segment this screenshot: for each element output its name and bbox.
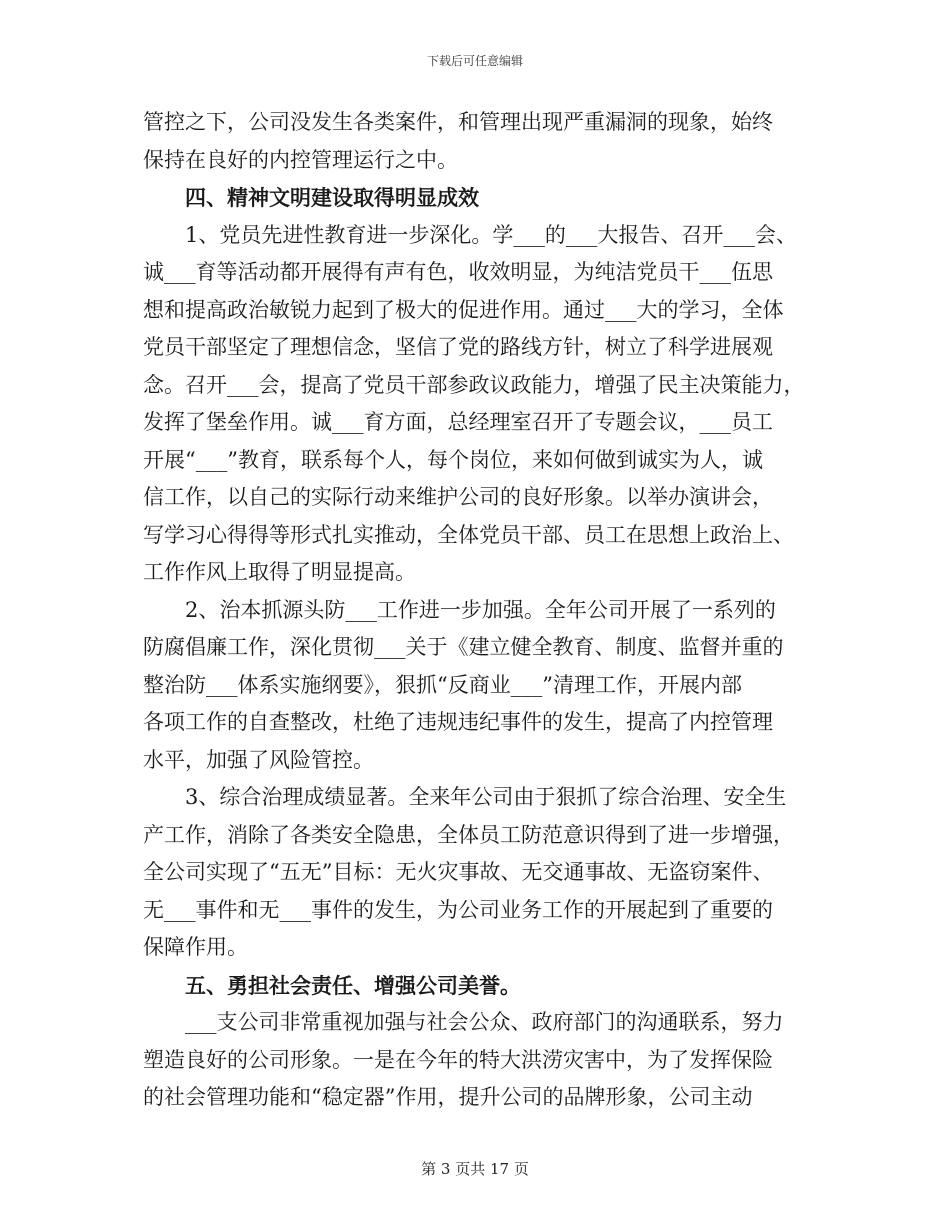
paragraph-start: 1、党员先进性教育进一步深化。学___的___大报告、召开___会、 [185,222,797,247]
body-line: 塑造良好的公司形象。一是在今年的特大洪涝灾害中，为了发挥保险 [143,1047,773,1072]
body-line: 保障作用。 [143,935,248,959]
section-heading: 四、精神文明建设取得明显成效 [185,185,479,210]
body-line: 全公司实现了“五无”目标：无火灾事故、无交通事故、无盗窃案件、 [143,860,774,884]
body-line: 工作作风上取得了明显提高。 [143,560,416,584]
body-line: 的社会管理功能和“稳定器”作用，提升公司的品牌形象，公司主动 [143,1085,753,1109]
body-line: 发挥了堡垒作用。诚___育方面，总经理室召开了专题会议，___员工 [143,410,773,434]
body-line: 无___事件和无___事件的发生，为公司业务工作的开展起到了重要的 [143,897,773,922]
paragraph-start: 3、综合治理成绩显著。全来年公司由于狠抓了综合治理、安全生 [185,785,787,809]
body-line: 水平，加强了风险管控。 [143,747,374,772]
body-line: 各项工作的自查整改，杜绝了违规违纪事件的发生，提高了内控管理 [143,710,773,734]
section-heading: 五、勇担社会责任、增强公司美誉。 [185,972,521,998]
paragraph-start: 2、治本抓源头防___工作进一步加强。全年公司开展了一系列的 [185,597,776,622]
body-line: 念。召开___会，提高了党员干部参政议政能力，增强了民主决策能力， [143,372,805,397]
body-line: 信工作，以自己的实际行动来维护公司的良好形象。以举办演讲会， [143,485,773,509]
body-line: 开展“___”教育，联系每个人，每个岗位，来如何做到诚实为人，诚 [143,447,763,472]
page-footer: 第 3 页共 17 页 [421,1160,529,1178]
body-line: 想和提高政治敏锐力起到了极大的促进作用。通过___大的学习，全体 [143,297,784,322]
body-line: 诚___育等活动都开展得有声有色，收效明显，为纯洁党员干___伍思 [143,260,773,284]
document-body [143,104,808,1117]
body-line: 整治防___体系实施纲要》，狠抓“反商业___”清理工作，开展内部 [143,672,742,697]
body-line: 写学习心得得等形式扎实推动，全体党员干部、员工在思想上政治上、 [143,522,794,547]
body-line: 党员干部坚定了理想信念，坚信了党的路线方针，树立了科学进展观 [143,335,773,359]
body-line: 产工作，消除了各类安全隐患，全体员工防范意识得到了进一步增强， [143,822,794,847]
body-line: 防腐倡廉工作，深化贯彻___关于《建立健全教育、制度、监督并重的 [143,635,784,659]
page-header: 下载后可任意编辑 [426,54,523,68]
body-line: 保持在良好的内控管理运行之中。 [143,147,458,172]
paragraph-start: ___支公司非常重视加强与社会公众、政府部门的沟通联系，努力 [185,1010,784,1034]
body-line: 管控之下，公司没发生各类案件，和管理出现严重漏洞的现象，始终 [143,110,773,134]
